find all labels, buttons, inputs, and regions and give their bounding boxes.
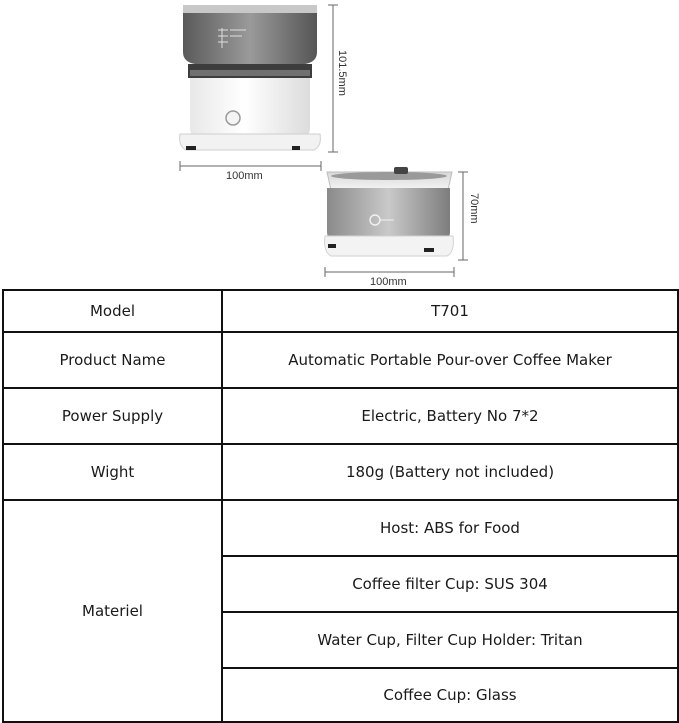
spec-label-materials: Materiel	[3, 500, 222, 722]
coffee-maker-drawing	[0, 0, 679, 290]
spec-value-model: T701	[222, 290, 678, 332]
spec-value-material-water-cup: Water Cup, Filter Cup Holder: Tritan	[222, 612, 678, 668]
large-unit-height-label: 101.5mm	[336, 50, 348, 96]
large-unit	[180, 5, 321, 150]
table-row	[3, 290, 678, 332]
spec-table	[2, 289, 679, 723]
small-unit	[325, 167, 454, 256]
spec-value-material-host: Host: ABS for Food	[222, 500, 678, 556]
large-unit-width-label: 100mm	[226, 170, 263, 182]
small-unit-height-label: 70mm	[468, 193, 480, 224]
product-illustration	[0, 0, 679, 290]
table-row	[3, 388, 678, 444]
table-row	[3, 444, 678, 500]
spec-label-product-name: Product Name	[3, 332, 222, 388]
spec-label-weight: Wight	[3, 444, 222, 500]
spec-label-model: Model	[3, 290, 222, 332]
table-row	[3, 332, 678, 388]
spec-value-material-coffee-cup: Coffee Cup: Glass	[222, 668, 678, 722]
spec-value-material-filter-cup: Coffee filter Cup: SUS 304	[222, 556, 678, 612]
spec-value-power-supply: Electric, Battery No 7*2	[222, 388, 678, 444]
table-row	[3, 500, 678, 556]
spec-label-power-supply: Power Supply	[3, 388, 222, 444]
spec-value-product-name: Automatic Portable Pour-over Coffee Maker	[222, 332, 678, 388]
spec-value-weight: 180g (Battery not included)	[222, 444, 678, 500]
small-unit-width-label: 100mm	[370, 276, 407, 288]
